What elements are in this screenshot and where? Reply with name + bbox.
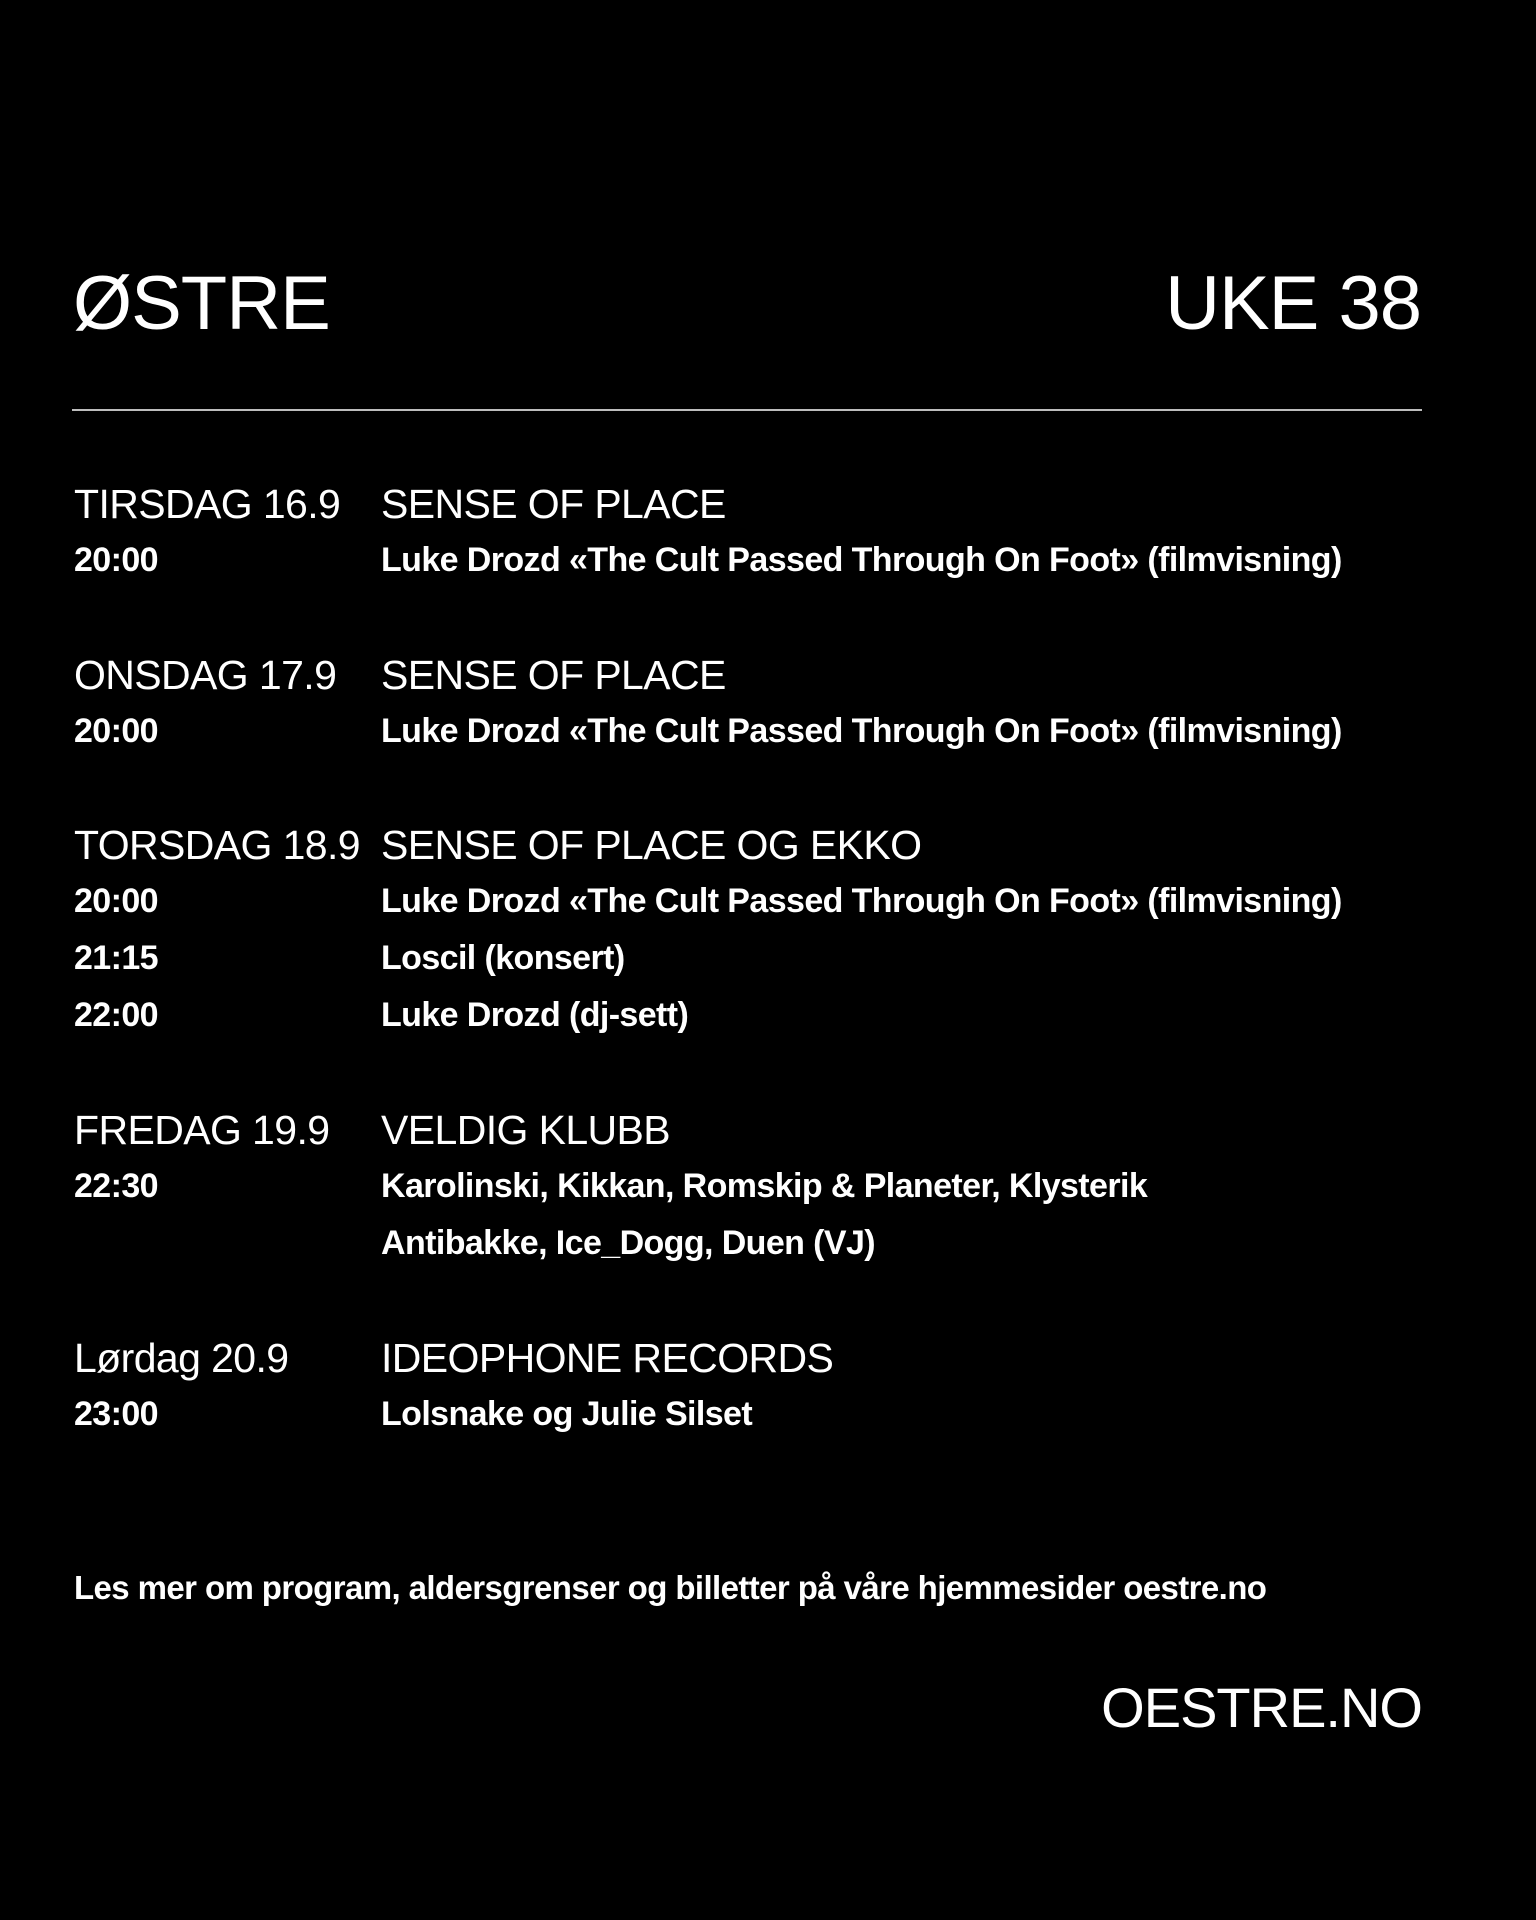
event-description: Luke Drozd «The Cult Passed Through On Foot» (filmvisning) [381,541,1342,579]
day-title: SENSE OF PLACE OG EKKO [381,822,922,868]
event-time: 20:00 [74,882,158,920]
day-block-wednesday [74,648,1414,759]
event-time: 20:00 [74,541,158,579]
event-time: 22:30 [74,1167,158,1205]
header-divider [72,409,1422,411]
day-title: VELDIG KLUBB [381,1107,671,1153]
event-description: Lolsnake og Julie Silset [381,1395,753,1433]
day-title: SENSE OF PLACE [381,652,726,698]
day-header [74,1103,1414,1157]
day-name: FREDAG 19.9 [74,1107,330,1153]
week-label: UKE 38 [1165,261,1421,346]
event-row [74,872,1414,929]
event-row [74,929,1414,986]
event-description: Loscil (konsert) [381,939,625,977]
day-header [74,477,1414,531]
day-name: Lørdag 20.9 [74,1335,289,1381]
day-name: TORSDAG 18.9 [74,822,360,868]
day-title: SENSE OF PLACE [381,481,726,527]
event-time: 21:15 [74,939,158,977]
day-name: TIRSDAG 16.9 [74,481,341,527]
day-header [74,1331,1414,1385]
info-note: Les mer om program, aldersgrenser og billetter på våre hjemmesider oestre.no [74,1569,1267,1606]
brand-logo-text: ØSTRE [73,261,330,346]
event-time: 23:00 [74,1395,158,1433]
event-time: 22:00 [74,996,158,1034]
day-block-saturday [74,1331,1414,1442]
day-title: IDEOPHONE RECORDS [381,1335,834,1381]
event-row [74,986,1414,1043]
day-block-tuesday [74,477,1414,588]
event-description: Luke Drozd «The Cult Passed Through On Foot» (filmvisning) [381,882,1342,920]
event-row [74,1157,1414,1214]
event-row [74,1385,1414,1442]
event-description: Karolinski, Kikkan, Romskip & Planeter, Klysterik [381,1167,1148,1205]
website-label: OESTRE.NO [1101,1676,1422,1739]
event-description: Antibakke, Ice_Dogg, Duen (VJ) [381,1224,875,1262]
event-row [74,531,1414,588]
day-header [74,648,1414,702]
day-header [74,818,1414,872]
event-description: Luke Drozd (dj-sett) [381,996,689,1034]
event-description: Luke Drozd «The Cult Passed Through On Foot» (filmvisning) [381,712,1342,750]
day-block-thursday [74,818,1414,1043]
day-block-friday [74,1103,1414,1271]
event-row [74,702,1414,759]
event-time: 20:00 [74,712,158,750]
poster-header [73,261,1421,346]
event-row [74,1214,1414,1271]
day-name: ONSDAG 17.9 [74,652,337,698]
